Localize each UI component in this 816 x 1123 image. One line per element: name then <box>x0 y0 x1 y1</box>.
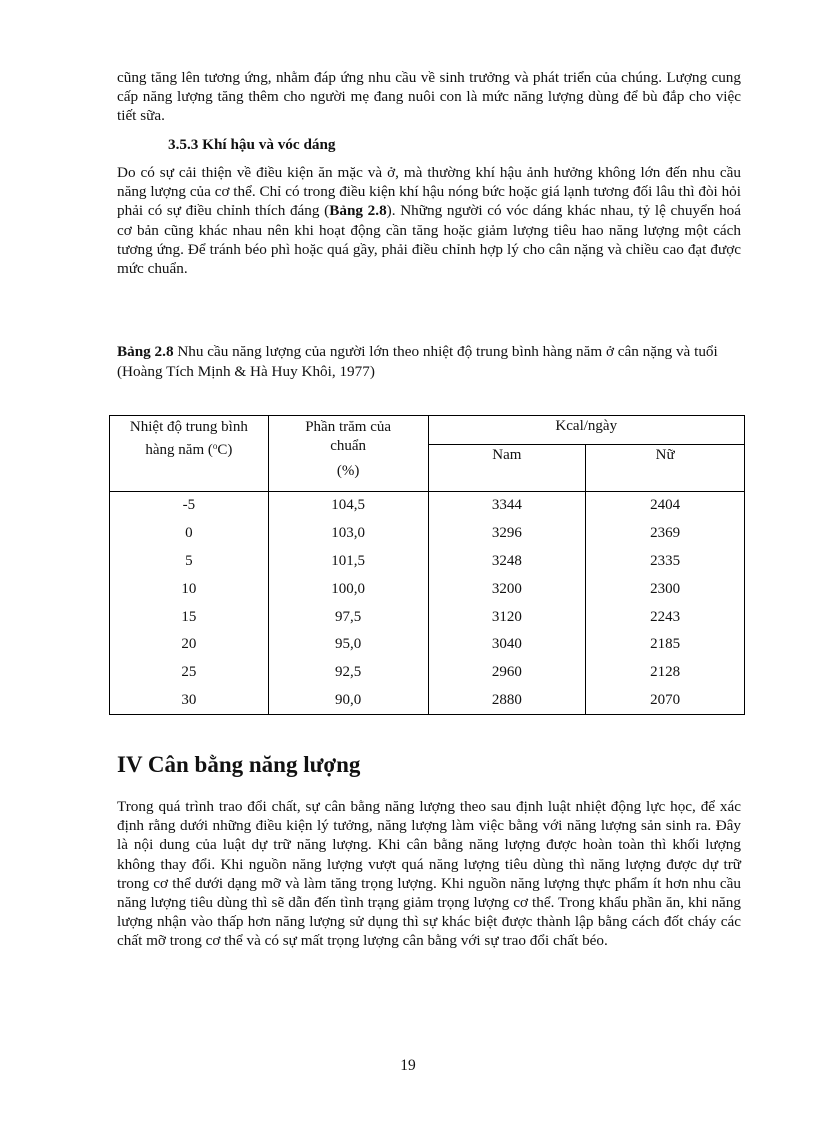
table-caption <box>117 342 741 382</box>
header-temperature-line1: Nhiệt độ trung bình <box>129 419 248 435</box>
cell-male: 2880 <box>428 687 586 715</box>
cell-percent: 92,5 <box>268 659 428 687</box>
cell-female: 2300 <box>586 575 745 603</box>
header-male: Nam <box>428 445 586 474</box>
spacer-female <box>586 473 745 492</box>
cell-percent: 103,0 <box>268 520 428 548</box>
subsection-heading: 3.5.3 Khí hậu và vóc dáng <box>168 136 336 153</box>
cell-percent: 90,0 <box>268 687 428 715</box>
header-percent-line1: Phần trăm của <box>305 419 392 435</box>
cell-male: 3248 <box>428 548 586 576</box>
cell-female: 2335 <box>586 548 745 576</box>
cell-female: 2128 <box>586 659 745 687</box>
cell-temp: 20 <box>110 631 269 659</box>
climate-paragraph-text-a: Do có sự cải thiện về điều kiện ăn mặc và ở, mà thường khí hậu ảnh hưởng không lớn đến nhu cầu năng lượng của cơ thể. Chỉ có trong điều kiện khí hậu nóng bức hoặc giá lạnh tương đối lâu thì đòi hỏi phải có sự điều chỉnh thích đáng ( <box>117 164 741 220</box>
cell-female: 2243 <box>586 603 745 631</box>
cell-male: 3344 <box>428 492 586 520</box>
header-temperature <box>110 416 269 492</box>
cell-male: 3120 <box>428 603 586 631</box>
climate-paragraph <box>117 163 741 278</box>
degree-symbol: o <box>212 441 218 451</box>
table-header-row <box>110 416 745 445</box>
header-temperature-line2: hàng năm ( <box>145 442 213 458</box>
cell-percent: 104,5 <box>268 492 428 520</box>
spacer-male <box>428 473 586 492</box>
cell-male: 2960 <box>428 659 586 687</box>
header-female: Nữ <box>586 445 745 474</box>
cell-temp: 0 <box>110 520 269 548</box>
cell-percent: 97,5 <box>268 603 428 631</box>
section-title: IV Cân bằng năng lượng <box>117 752 361 777</box>
cell-female: 2404 <box>586 492 745 520</box>
cell-male: 3296 <box>428 520 586 548</box>
cell-female: 2369 <box>586 520 745 548</box>
cell-percent: 100,0 <box>268 575 428 603</box>
page-number: 19 <box>400 1057 416 1074</box>
cell-temp: 5 <box>110 548 269 576</box>
table-row <box>110 575 745 603</box>
header-kcal: Kcal/ngày <box>428 416 745 445</box>
climate-paragraph-text-b: ). Những người có vóc dáng khác nhau, tỷ lệ chuyển hoá cơ bản cũng khác nhau nên khi hoạt động cần tăng hoặc giảm lượng tiêu hao năng lượng một cách tương ứng. Để tránh béo phì hoặc quá gầy, phải điều chỉnh hợp lý cho cân nặng và chiều cao đạt được mức chuẩn. <box>117 202 741 278</box>
table-row <box>110 603 745 631</box>
table-row <box>110 520 745 548</box>
cell-temp: 10 <box>110 575 269 603</box>
cell-female: 2185 <box>586 631 745 659</box>
header-percent-line2: chuẩn <box>330 438 367 454</box>
table-row <box>110 659 745 687</box>
table-row <box>110 631 745 659</box>
table-caption-label: Bảng 2.8 <box>117 343 174 360</box>
cell-percent: 101,5 <box>268 548 428 576</box>
cell-temp: -5 <box>110 492 269 520</box>
energy-requirement-table <box>109 415 745 715</box>
cell-male: 3200 <box>428 575 586 603</box>
header-percent-line3: (%) <box>336 463 360 479</box>
header-temperature-unit: C) <box>217 442 233 458</box>
table-row <box>110 548 745 576</box>
intro-paragraph: cũng tăng lên tương ứng, nhằm đáp ứng nhu cầu về sinh trưởng và phát triển của chúng. Lượng cung cấp năng lượng tăng thêm cho người mẹ đang nuôi con là mức năng lượng dùng để bù đắp cho việc tiết sữa. <box>117 69 741 125</box>
cell-female: 2070 <box>586 687 745 715</box>
cell-temp: 30 <box>110 687 269 715</box>
balance-paragraph: Trong quá trình trao đổi chất, sự cân bằng năng lượng theo sau định luật nhiệt động lực học, để xác định rằng dưới những điều kiện lý tưởng, năng lượng làm việc bằng với năng lượng sản sinh ra. Đây là nội dung của luật dự trữ năng lượng. Khi cân bằng năng lượng được hoàn toàn thì khối lượng không thay đổi. Khi nguồn năng lượng vượt quá năng lượng tiêu dùng thì năng lượng được dự trữ trong cơ thể dưới dạng mỡ và làm tăng trọng lượng. Khi nguồn năng lượng thực phẩm ít hơn nhu cầu năng lượng tiêu dùng thì sẽ dẫn đến tình trạng giảm trọng lượng cơ thể. Trong khẩu phần ăn, khi năng lượng nhận vào thấp hơn năng lượng sử dụng thì sự khác biệt được thành lập bằng cách đốt cháy các chất mỡ trong cơ thể và có sự mất trọng lượng cân bằng với sự trao đổi chất béo. <box>117 798 741 950</box>
table-reference: Bảng 2.8 <box>329 202 387 220</box>
cell-temp: 15 <box>110 603 269 631</box>
table-row <box>110 687 745 715</box>
header-percent <box>268 416 428 492</box>
cell-percent: 95,0 <box>268 631 428 659</box>
cell-temp: 25 <box>110 659 269 687</box>
table-caption-text: Nhu cầu năng lượng của người lớn theo nhiệt độ trung bình hàng năm ở cân nặng và tuổi (Hoàng Tích Mịnh & Hà Huy Khôi, 1977) <box>117 343 718 380</box>
cell-male: 3040 <box>428 631 586 659</box>
table-row <box>110 492 745 520</box>
